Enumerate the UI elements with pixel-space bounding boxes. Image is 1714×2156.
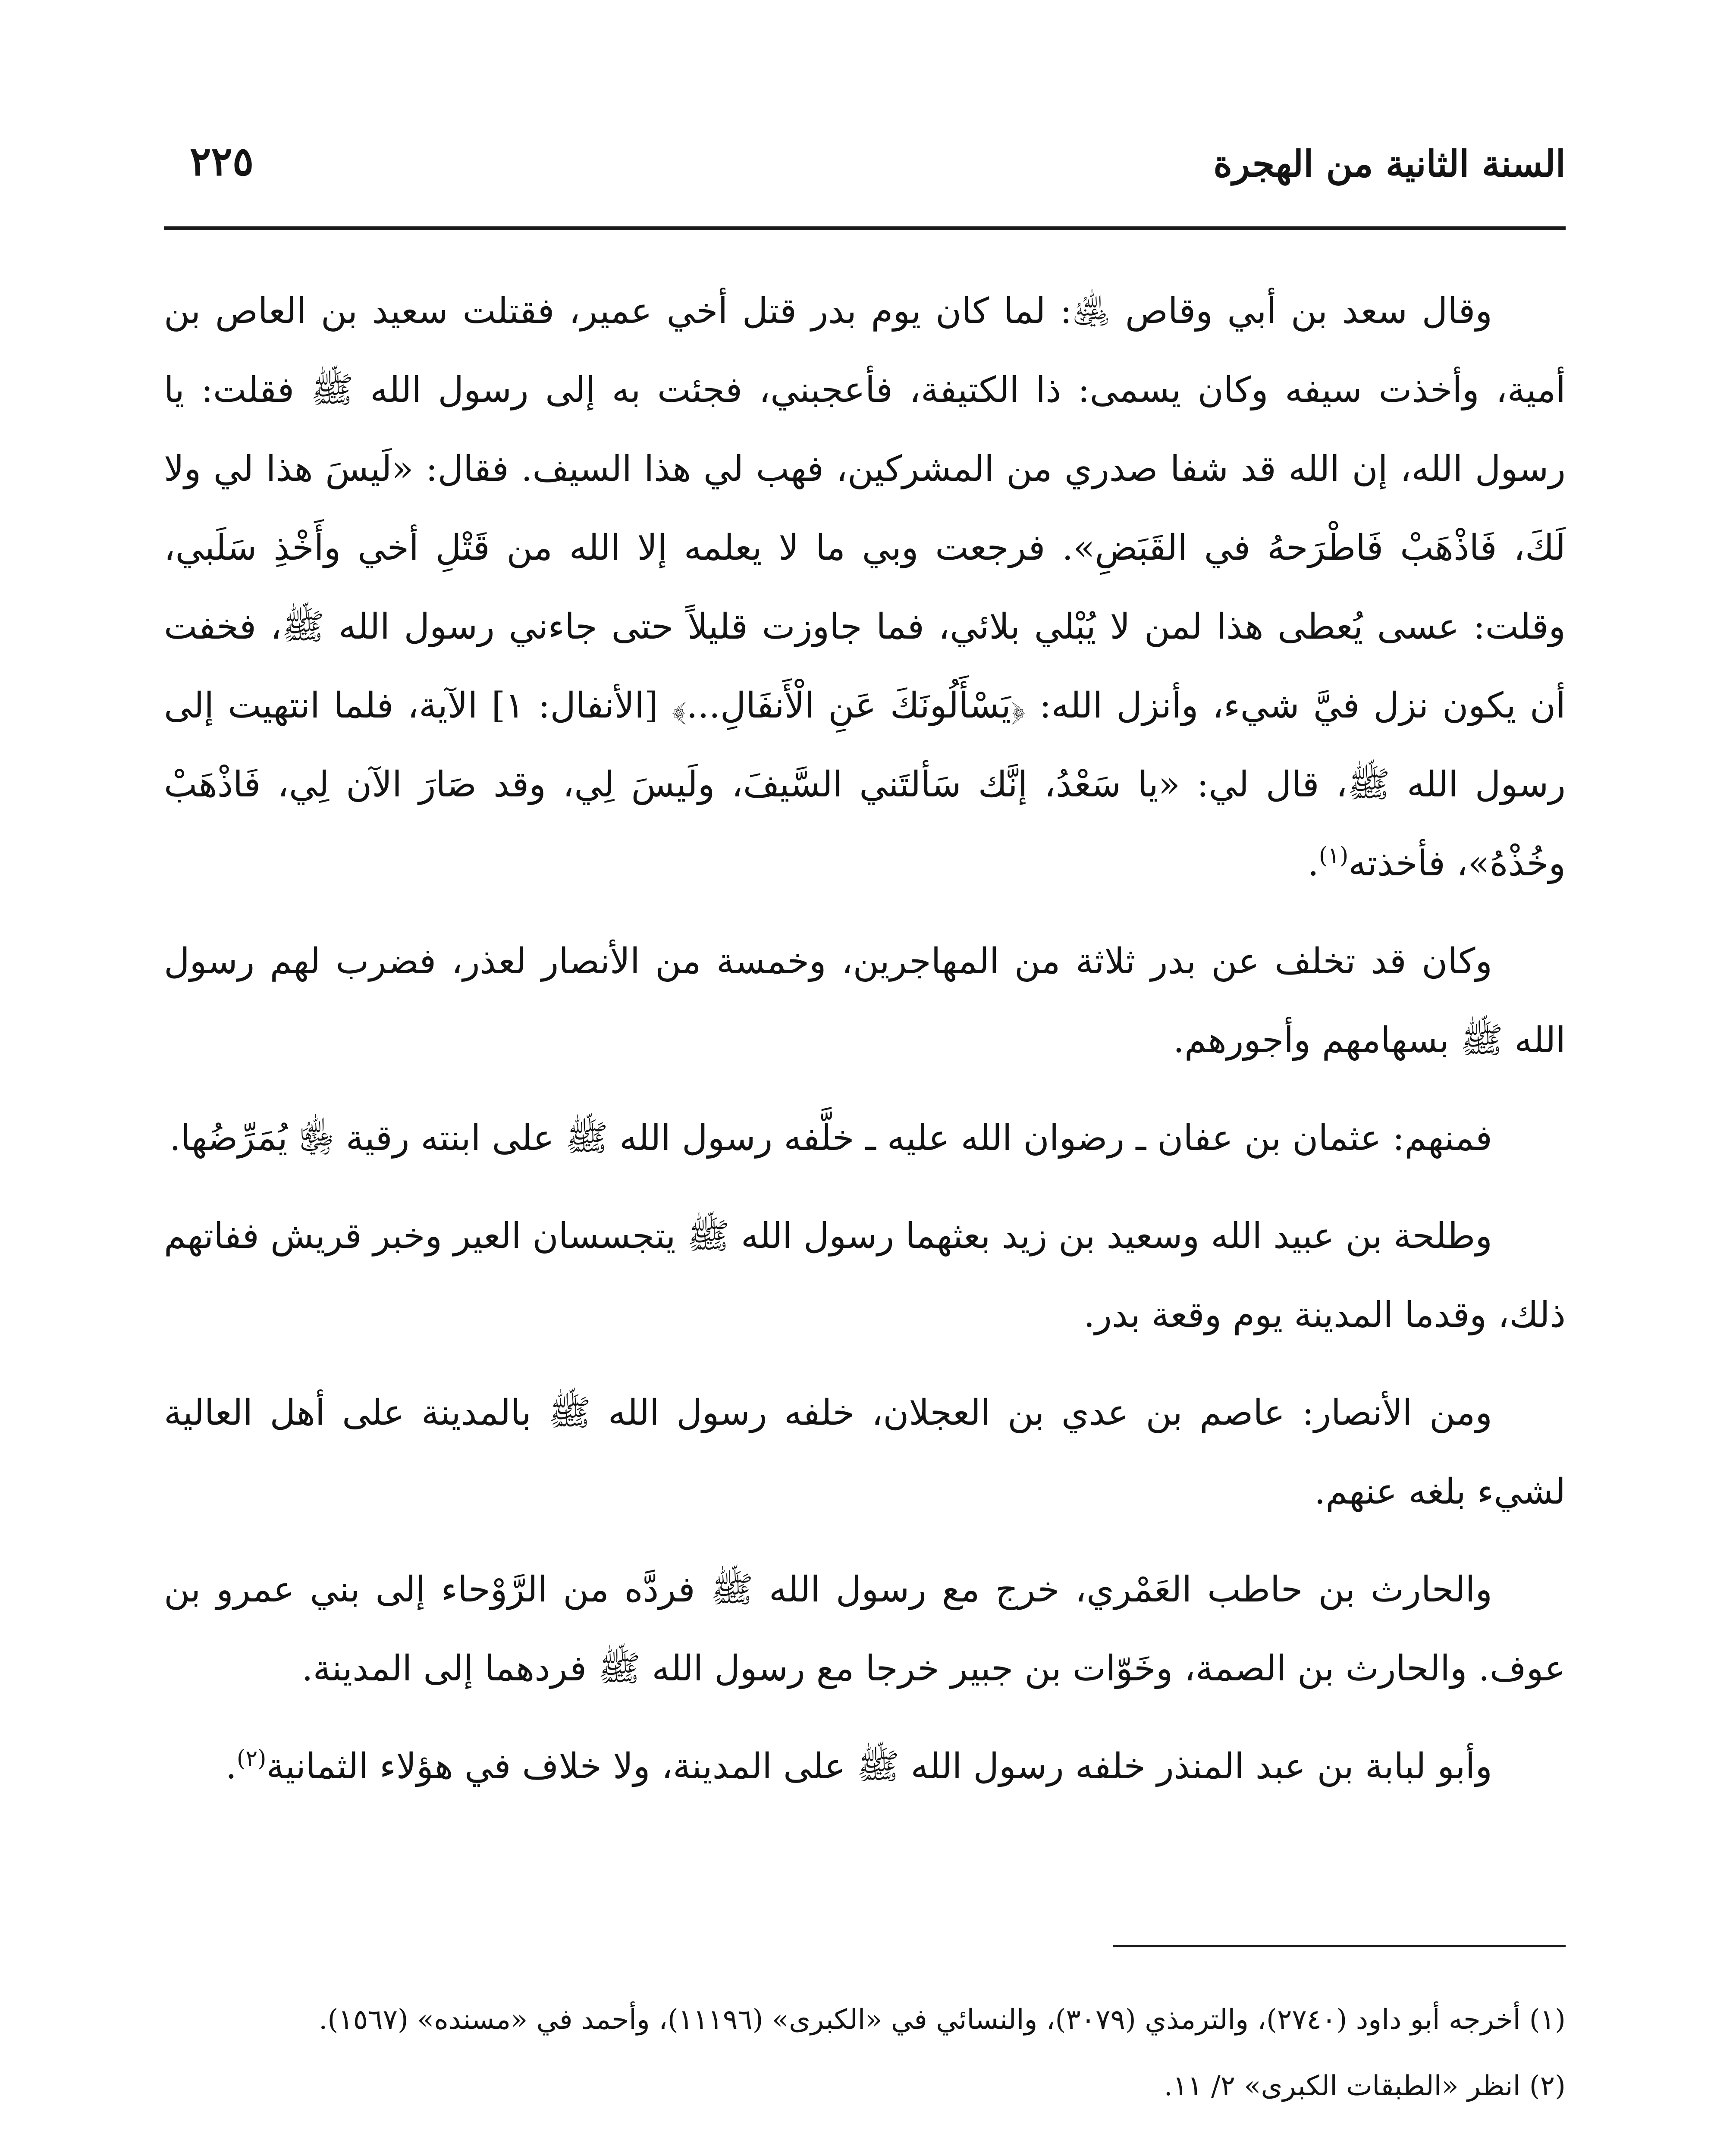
page-header [164, 129, 1566, 216]
paragraph-absentees [164, 922, 1566, 1080]
footnotes [164, 1992, 1566, 2125]
running-title: السنة الثانية من الهجرة [1213, 142, 1566, 185]
paragraph-abu-lubaba [164, 1727, 1566, 1806]
paragraph-text: وطلحة بن عبيد الله وسعيد بن زيد بعثهما رسول الله ﷺ يتجسسان العير وخبر قريش ففاتهم ذلك، وقدما المدينة يوم وقعة بدر. [164, 1216, 1566, 1335]
footnote-separator [1113, 1945, 1566, 1947]
paragraph-text: فمنهم: عثمان بن عفان ـ رضوان الله عليه ـ خلَّفه رسول الله ﷺ على ابنته رقية ﵂ يُمَرِّضُها. [169, 1118, 1492, 1159]
paragraph-text: وكان قد تخلف عن بدر ثلاثة من المهاجرين، وخمسة من الأنصار لعذر، فضرب لهم رسول الله ﷺ بسهامهم وأجورهم. [164, 941, 1566, 1061]
paragraph-text: وقال سعد بن أبي وقاص ﵁: لما كان يوم بدر قتل أخي عمير، فقتلت سعيد بن العاص بن أمية، وأخذت سيفه وكان يسمى: ذا الكتيفة، فأعجبني، فجئت به إلى رسول الله ﷺ فقلت: يا رسول الله، إن الله قد شفا صدري من المشركين، فهب لي هذا السيف. فقال: «لَيسَ هذا لي ولا لَكَ، فَاذْهَبْ فَاطْرَحهُ في القَبَضِ». فرجعت وبي ما لا يعلمه إلا الله من قَتْلِ أخي وأَخْذِ سَلَبي، وقلت: عسى يُعطى هذا لمن لا يُبْلي بلائي، فما جاوزت قليلاً حتى جاءني رسول الله ﷺ، فخفت أن يكون نزل فيَّ شيء، وأنزل الله: ﴿يَسْأَلُونَكَ عَنِ الْأَنفَالِ...﴾ [الأنفال: ١] الآية، فلما انتهيت إلى رسول الله ﷺ، قال لي: «يا سَعْدُ، إنَّك سَألتَني السَّيفَ، ولَيسَ لِي، وقد صَارَ الآن لِي، فَاذْهَبْ وخُذْهُ»، فأخذته [164, 291, 1566, 884]
footnote-marker-2: (٢) [236, 1745, 267, 1772]
footnote-1: (١) أخرجه أبو داود (٢٧٤٠)، والترمذي (٣٠٧٩)، والنسائي في «الكبرى» (١١١٩٦)، وأحمد في «مسنده» (١٥٦٧). [319, 2004, 1566, 2036]
paragraph-text: وأبو لبابة بن عبد المنذر خلفه رسول الله ﷺ على المدينة، ولا خلاف في هؤلاء الثمانية [266, 1746, 1492, 1787]
footnote-marker-1: (١) [1318, 843, 1349, 869]
book-page [164, 129, 1566, 2156]
paragraph-sad-sword [164, 272, 1566, 903]
footnote-2: (٢) انظر «الطبقات الكبرى» ٢/ ١١. [1164, 2070, 1566, 2102]
paragraph-tail: . [1307, 843, 1319, 884]
header-rule [164, 226, 1566, 230]
paragraph-harith [164, 1550, 1566, 1708]
paragraph-tail: . [225, 1746, 237, 1787]
paragraph-asim [164, 1373, 1566, 1531]
paragraph-text: ومن الأنصار: عاصم بن عدي بن العجلان، خلفه رسول الله ﷺ بالمدينة على أهل العالية لشيء بلغه عنهم. [164, 1392, 1566, 1512]
paragraph-uthman [164, 1099, 1566, 1178]
page-number: ٢٢٥ [190, 138, 254, 185]
body-text [164, 272, 1566, 1825]
paragraph-text: والحارث بن حاطب العَمْري، خرج مع رسول الله ﷺ فردَّه من الرَّوْحاء إلى بني عمرو بن عوف. والحارث بن الصمة، وخَوّات بن جبير خرجا مع رسول الله ﷺ فردهما إلى المدينة. [164, 1569, 1566, 1689]
paragraph-talha-said [164, 1197, 1566, 1354]
